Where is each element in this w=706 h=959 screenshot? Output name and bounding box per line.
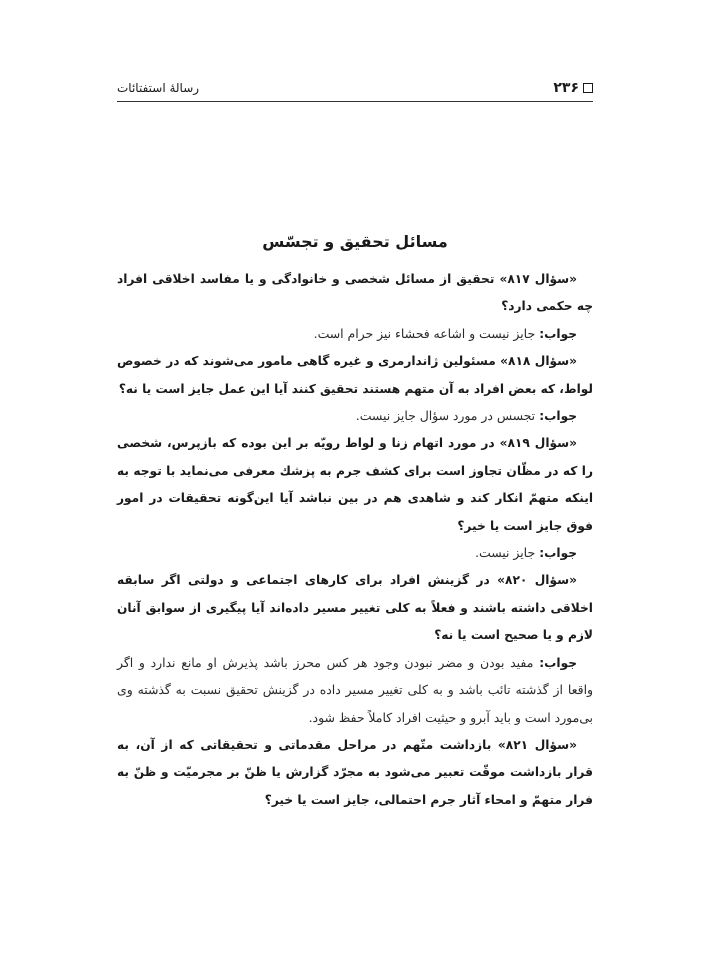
question-paragraph <box>117 567 593 649</box>
question-paragraph <box>117 430 593 540</box>
book-title: رسالهٔ استفتائات <box>117 81 200 95</box>
question-text: «سؤال ۸۱۹» در مورد اتهام زنا و لواط رويّه بر اين بوده كه بازپرس، شخصى را كه در مظّان تجاوز است براى كشف جرم به پزشك معرفى مى‌نمايد با توجه به اينكه متهمّ انكار كند و شاهدى هم در بين نباشد آيا اين‌گونه تحقيقات در امور فوق جايز است يا خير؟ <box>117 436 593 533</box>
page-number: ۲۳۶ <box>553 80 579 96</box>
question-text: «سؤال ۸۲۰» در گزينش افراد براى كارهاى اجتماعى و دولتى اگر سابقه اخلاقى داشته باشند و فعلاً به كلى تغيير مسير داده‌اند آيا پيگيرى از سوابق آنان لازم و يا صحيح است يا نه؟ <box>117 573 593 643</box>
question-text: «سؤال ۸۱۷» تحقيق از مسائل شخصى و خانوادگى و يا مفاسد اخلاقى افراد چه حكمى دارد؟ <box>117 272 593 314</box>
answer-text: جايز نيست و اشاعه فحشاء نيز حرام است. <box>313 325 536 341</box>
qa-content <box>117 266 593 814</box>
question-text: «سؤال ۸۱۸» مسئولين ژاندارمرى و غيره گاهى مامور مى‌شوند كه در خصوص لواط، كه بعض افراد به آن متهم هستند تحقيق كنند آيا اين عمل جايز است يا نه؟ <box>117 354 593 396</box>
question-paragraph <box>117 266 593 321</box>
question-paragraph <box>117 348 593 403</box>
answer-label: جواب: <box>539 546 577 561</box>
question-text: «سؤال ۸۲۱» بازداشت متّهم در مراحل مقدماتى و تحقيقاتى كه از آن، به قرار بازداشت موقّت تعبير مى‌شود به مجرّد گزارش يا ظنّ بر مجرميّت و ظنّ به فرار متهمّ و امحاء آثار جرم احتمالى، جايز است يا خير؟ <box>117 737 593 807</box>
answer-paragraph <box>117 650 593 732</box>
question-paragraph <box>117 732 593 814</box>
answer-paragraph <box>117 540 593 567</box>
running-header <box>117 78 593 100</box>
answer-paragraph <box>117 403 593 430</box>
header-rule <box>117 101 593 102</box>
section-title: مسائل تحقيق و تجسّس <box>262 232 448 251</box>
answer-label: جواب: <box>539 326 577 341</box>
answer-text: جايز نيست. <box>475 545 536 561</box>
answer-text: تجسس در مورد سؤال جايز نيست. <box>355 408 536 424</box>
answer-label: جواب: <box>539 409 577 424</box>
square-bullet-icon <box>583 83 593 93</box>
answer-label: جواب: <box>539 655 577 670</box>
answer-text: مفيد بودن و مضر نبودن وجود هر كس محرز باشد پذيرش او مانع ندارد و اگر واقعا از گذشته تائب باشد و به كلى تغيير مسير داده در گزينش تحقيق نسبت به گذشته وى بى‌مورد است و بايد آبرو و حيثيت افراد كاملاً حفظ شود. <box>117 654 593 725</box>
page-number-block <box>553 80 593 96</box>
answer-paragraph <box>117 321 593 348</box>
